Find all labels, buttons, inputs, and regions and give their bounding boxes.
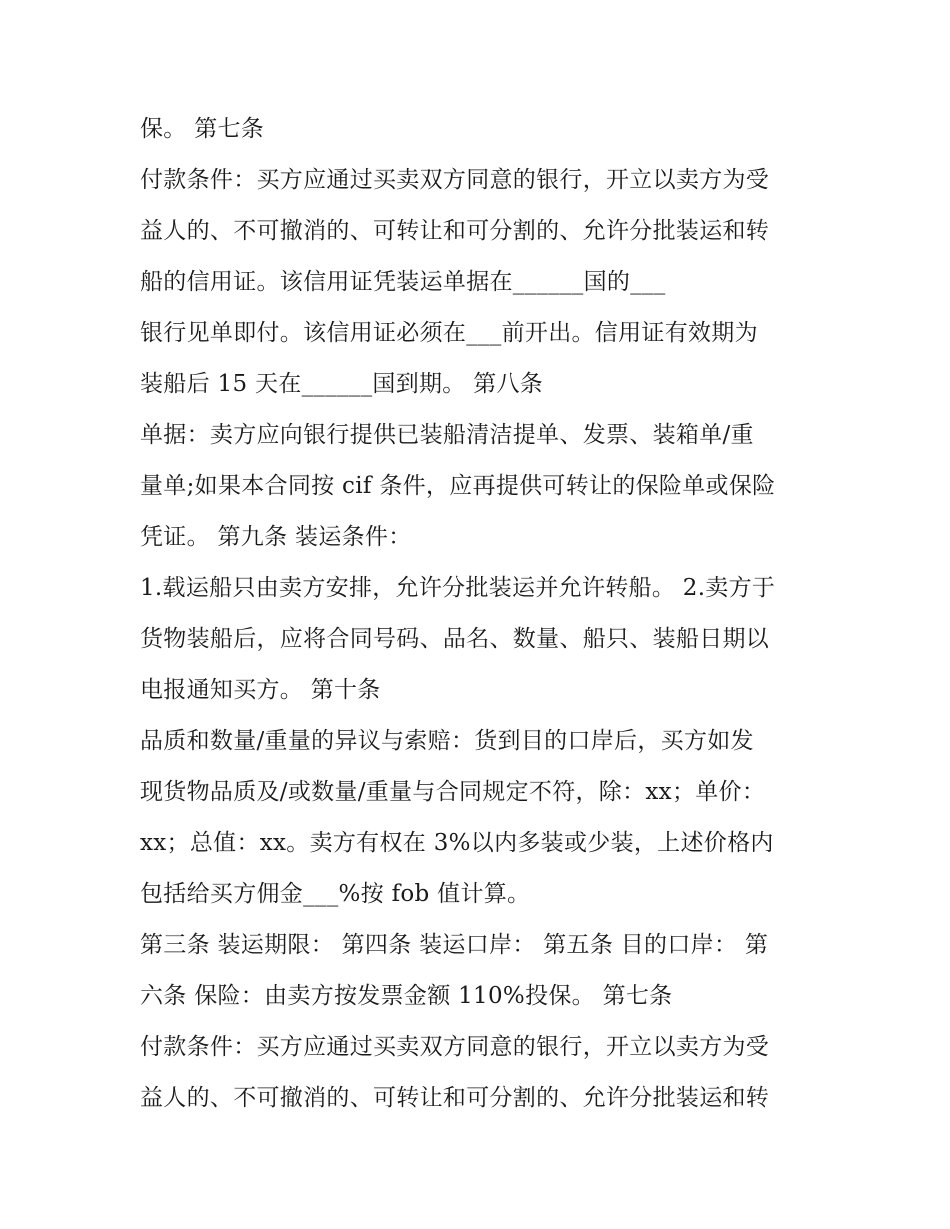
text-line: 付款条件：买方应通过买卖双方同意的银行，开立以卖方为受 bbox=[140, 167, 770, 193]
text-line: 银行见单即付。该信用证必须在___前开出。信用证有效期为 bbox=[140, 320, 758, 346]
document-body bbox=[140, 104, 820, 1124]
text-line: 量单;如果本合同按 cif 条件，应再提供可转让的保险单或保险 bbox=[140, 473, 776, 499]
text-line: 货物装船后，应将合同号码、品名、数量、船只、装船日期以 bbox=[140, 626, 770, 652]
text-line: 包括给买方佣金___%按 fob 值计算。 bbox=[140, 881, 531, 907]
text-line: 1.载运船只由卖方安排，允许分批装运并允许转船。 2.卖方于 bbox=[140, 575, 776, 601]
text-line: 船的信用证。该信用证凭装运单据在______国的___ bbox=[140, 269, 666, 295]
text-line: 单据：卖方应向银行提供已装船清洁提单、发票、装箱单/重 bbox=[140, 422, 754, 448]
text-line: 付款条件：买方应通过买卖双方同意的银行，开立以卖方为受 bbox=[140, 1034, 770, 1060]
text-line: 第三条 装运期限： 第四条 装运口岸： 第五条 目的口岸： 第 bbox=[140, 932, 769, 958]
text-line: 六条 保险：由卖方按发票金额 110%投保。 第七条 bbox=[140, 983, 673, 1009]
text-line: 凭证。 第九条 装运条件： bbox=[140, 524, 412, 550]
text-line: 保。 第七条 bbox=[140, 116, 265, 142]
text-line: 现货物品质及/或数量/重量与合同规定不符，除：xx；单价： bbox=[140, 779, 766, 805]
text-line: 电报通知买方。 第十条 bbox=[140, 677, 381, 703]
text-line: 品质和数量/重量的异议与索赔：货到目的口岸后，买方如发 bbox=[140, 728, 754, 754]
text-line: 益人的、不可撤消的、可转让和可分割的、允许分批装运和转 bbox=[140, 1085, 770, 1111]
text-line: xx；总值：xx。卖方有权在 3%以内多装或少装，上述价格内 bbox=[140, 830, 774, 856]
text-line: 装船后 15 天在______国到期。 第八条 bbox=[140, 371, 544, 397]
text-line: 益人的、不可撤消的、可转让和可分割的、允许分批装运和转 bbox=[140, 218, 770, 244]
